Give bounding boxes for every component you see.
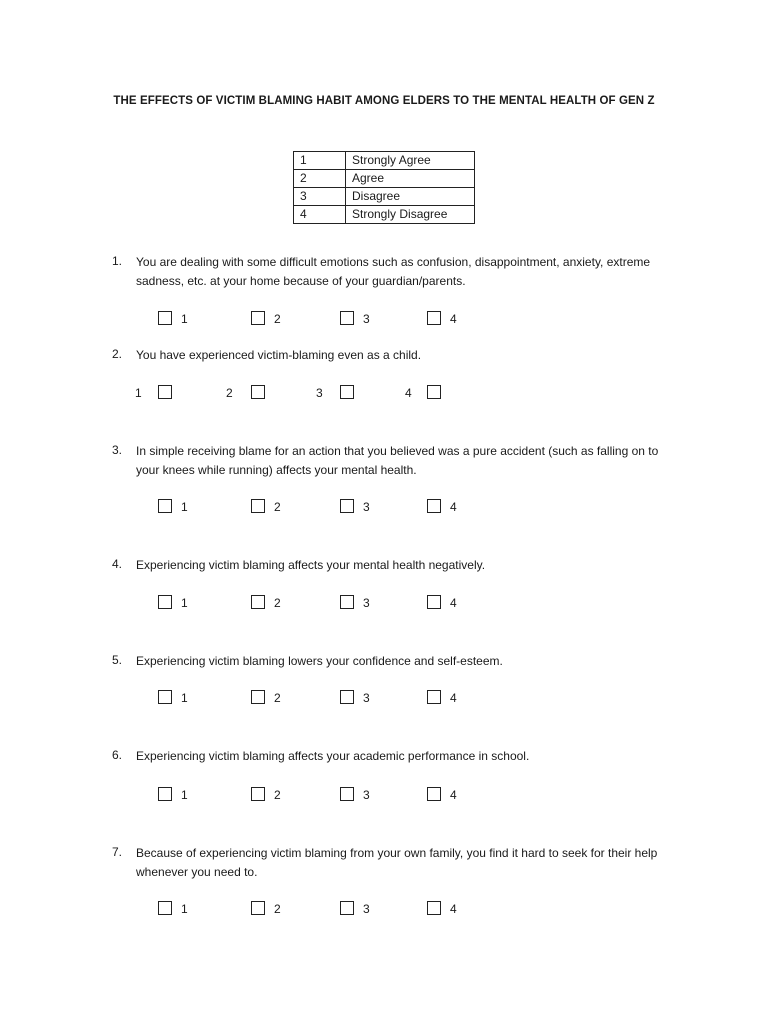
option-label: 1: [181, 500, 188, 514]
option-label: 1: [181, 788, 188, 802]
question-text: In simple receiving blame for an action that you believed was a pure accident (such as falling on to your knees while running) affects your mental health.: [136, 444, 659, 477]
option-label: 3: [363, 902, 370, 916]
answer-options: [0, 787, 768, 807]
option-label: 4: [450, 596, 457, 610]
checkbox[interactable]: [427, 595, 441, 609]
question-text: Experiencing victim blaming affects your mental health negatively.: [136, 558, 486, 572]
answer-options: [0, 901, 768, 921]
option-label: 2: [274, 691, 281, 705]
option-label: 4: [450, 788, 457, 802]
question-number: 5.: [112, 653, 123, 667]
question-number: 1.: [112, 254, 123, 268]
option-label: 4: [405, 386, 412, 400]
answer-options: [0, 311, 768, 331]
option-label: 2: [226, 386, 233, 400]
option-label: 2: [274, 788, 281, 802]
legend-number: 1: [294, 152, 346, 170]
checkbox[interactable]: [427, 787, 441, 801]
legend-number: 2: [294, 170, 346, 188]
option-label: 3: [363, 500, 370, 514]
option-label: 4: [450, 902, 457, 916]
option-label: 3: [363, 596, 370, 610]
option-label: 2: [274, 312, 281, 326]
question-text: You are dealing with some difficult emotions such as confusion, disappointment, anxiety, extreme sadness, etc. at your home because of your guardian/parents.: [136, 255, 651, 288]
checkbox[interactable]: [340, 499, 354, 513]
option-label: 4: [450, 312, 457, 326]
checkbox[interactable]: [158, 499, 172, 513]
answer-options: [0, 499, 768, 519]
question-number: 3.: [112, 443, 123, 457]
legend-label: Disagree: [346, 188, 475, 206]
checkbox[interactable]: [340, 595, 354, 609]
checkbox[interactable]: [251, 787, 265, 801]
legend-row: [294, 152, 475, 170]
checkbox[interactable]: [340, 787, 354, 801]
option-label: 2: [274, 596, 281, 610]
option-label: 1: [181, 902, 188, 916]
question-number: 6.: [112, 748, 123, 762]
option-label: 4: [450, 500, 457, 514]
option-label: 3: [363, 788, 370, 802]
answer-options: [0, 690, 768, 710]
answer-options: [0, 595, 768, 615]
legend-number: 4: [294, 206, 346, 224]
checkbox[interactable]: [251, 901, 265, 915]
option-label: 1: [181, 691, 188, 705]
page-title: THE EFFECTS OF VICTIM BLAMING HABIT AMONG ELDERS TO THE MENTAL HEALTH OF GEN Z: [113, 95, 655, 107]
question-text: Experiencing victim blaming lowers your confidence and self-esteem.: [136, 654, 503, 668]
question-number: 4.: [112, 557, 123, 571]
option-label: 2: [274, 500, 281, 514]
checkbox[interactable]: [158, 311, 172, 325]
legend-label: Agree: [346, 170, 475, 188]
checkbox[interactable]: [340, 385, 354, 399]
option-label: 3: [316, 386, 323, 400]
checkbox[interactable]: [158, 595, 172, 609]
checkbox[interactable]: [158, 690, 172, 704]
checkbox[interactable]: [427, 499, 441, 513]
checkbox[interactable]: [340, 311, 354, 325]
question-text: Because of experiencing victim blaming from your own family, you find it hard to seek for their help whenever you need to.: [136, 846, 658, 879]
checkbox[interactable]: [158, 385, 172, 399]
question-number: 7.: [112, 845, 123, 859]
checkbox[interactable]: [427, 901, 441, 915]
checkbox[interactable]: [251, 385, 265, 399]
checkbox[interactable]: [427, 690, 441, 704]
option-label: 1: [135, 386, 142, 400]
question-text: You have experienced victim-blaming even as a child.: [136, 348, 422, 362]
checkbox[interactable]: [427, 311, 441, 325]
legend-number: 3: [294, 188, 346, 206]
checkbox[interactable]: [251, 690, 265, 704]
option-label: 3: [363, 312, 370, 326]
legend-label: Strongly Disagree: [346, 206, 475, 224]
checkbox[interactable]: [251, 595, 265, 609]
legend-label: Strongly Agree: [346, 152, 475, 170]
option-label: 2: [274, 902, 281, 916]
legend-row: [294, 206, 475, 224]
checkbox[interactable]: [251, 311, 265, 325]
legend-row: [294, 170, 475, 188]
option-label: 1: [181, 596, 188, 610]
checkbox[interactable]: [340, 901, 354, 915]
checkbox[interactable]: [158, 901, 172, 915]
option-label: 4: [450, 691, 457, 705]
checkbox[interactable]: [158, 787, 172, 801]
question-text: Experiencing victim blaming affects your academic performance in school.: [136, 749, 530, 763]
checkbox[interactable]: [427, 385, 441, 399]
option-label: 3: [363, 691, 370, 705]
rating-scale-legend: [293, 151, 475, 224]
checkbox[interactable]: [251, 499, 265, 513]
checkbox[interactable]: [340, 690, 354, 704]
answer-options: [0, 385, 768, 405]
option-label: 1: [181, 312, 188, 326]
legend-row: [294, 188, 475, 206]
question-number: 2.: [112, 347, 123, 361]
